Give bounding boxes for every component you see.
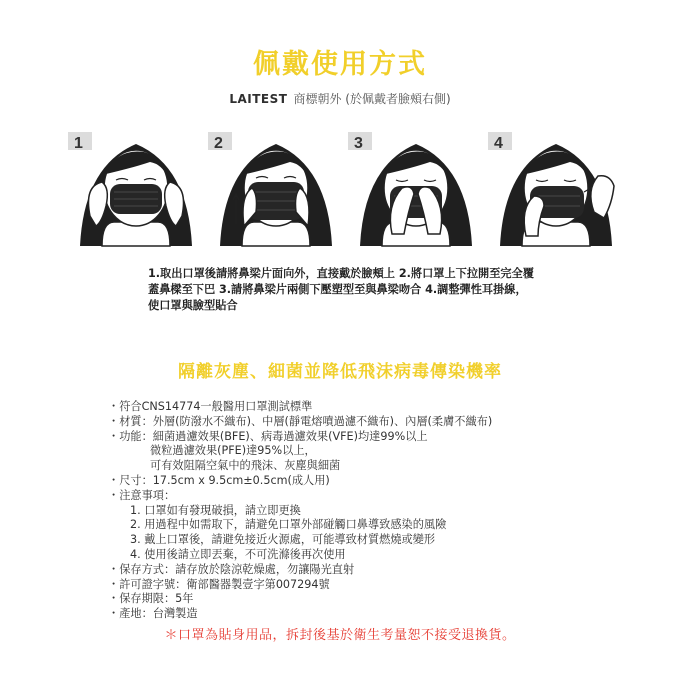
step-number-2: 2 <box>214 135 223 152</box>
spec-size: ・尺寸：17.5cm x 9.5cm±0.5cm(成人用) <box>108 473 330 487</box>
step-number-1: 1 <box>74 135 83 152</box>
spec-function-desc: 可有效阻隔空氣中的飛沫、灰塵與細菌 <box>150 459 341 473</box>
step-number-3: 3 <box>354 135 363 152</box>
wearing-instructions <box>148 266 568 314</box>
spec-material: ・材質：外層(防潑水不織布)、中層(靜電熔噴過濾不織布)、內層(柔膚不織布) <box>108 414 493 428</box>
section-heading: 隔離灰塵、細菌並降低飛沫病毒傳染機率 <box>178 362 502 382</box>
step-1-illustration <box>66 126 206 248</box>
spec-function: ・功能：細菌過濾效果(BFE)、病毒過濾效果(VFE)均達99%以上 <box>108 429 428 443</box>
spec-note-item: 2. 用過程中如需取下，請避免口罩外部碰觸口鼻導致感染的風險 <box>130 518 447 532</box>
spec-storage: ・保存方式：請存放於陰涼乾燥處，勿讓陽光直射 <box>108 562 355 576</box>
step-number-4: 4 <box>494 135 503 152</box>
spec-license: ・許可證字號：衛部醫器製壹字第007294號 <box>108 577 330 591</box>
page-title: 佩戴使用方式 <box>253 49 427 80</box>
subtitle <box>0 90 680 107</box>
spec-note-item: 1. 口罩如有發現破損，請立即更換 <box>130 503 301 517</box>
instruction-line: 1.取出口罩後請將鼻梁片面向外，直接戴於臉頰上 2.將口罩上下拉開至完全覆 <box>148 267 534 280</box>
step-3-illustration <box>346 126 486 248</box>
instruction-line: 蓋鼻樑至下巴 3.請將鼻梁片兩側下壓塑型至與鼻梁吻合 4.調整彈性耳掛線， <box>148 283 527 296</box>
spec-standard: ・符合CNS14774一般醫用口罩測試標準 <box>108 400 313 413</box>
step-2-illustration <box>206 126 346 248</box>
brand-name: LAITEST <box>229 92 288 106</box>
spec-origin: ・產地：台灣製造 <box>108 607 198 621</box>
spec-function-pfe: 微粒過濾效果(PFE)達95%以上， <box>150 444 316 458</box>
product-specs <box>108 400 578 622</box>
spec-note-item: 4. 使用後請立即丟棄，不可洗滌後再次使用 <box>130 547 346 561</box>
steps-illustrations <box>66 126 626 248</box>
spec-shelf-life: ・保存期限：5年 <box>108 592 194 606</box>
instruction-line: 使口罩與臉型貼合 <box>148 299 238 312</box>
spec-note-item: 3. 戴上口罩後，請避免接近火源處，可能導致材質燃燒或變形 <box>130 533 436 547</box>
return-policy-note: ＊口罩為貼身用品，拆封後基於衛生考量恕不接受退換貨。 <box>164 628 516 643</box>
subtitle-text: 商標朝外 (於佩戴者臉頰右側) <box>293 92 451 106</box>
step-4-illustration <box>486 126 626 248</box>
spec-notes-heading: ・注意事項： <box>108 488 176 502</box>
